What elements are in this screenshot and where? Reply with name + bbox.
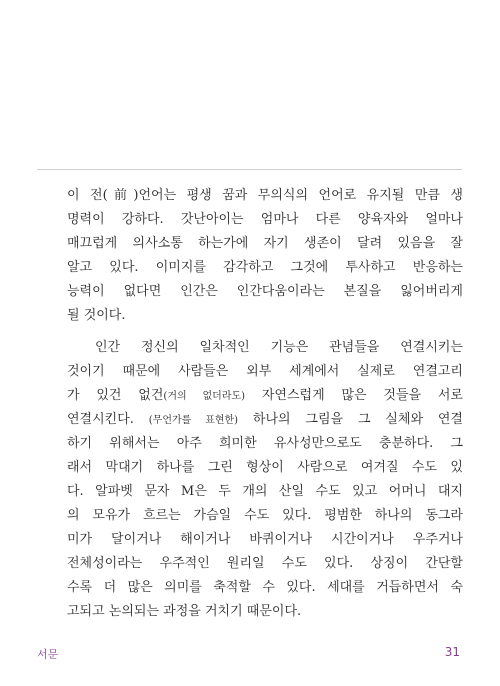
text-line: 고되고 논의되는 과정을 거치기 때문이다.	[67, 604, 302, 619]
text-line: 이 전(前)언어는 평생 꿈과 무의식의 언어로 유지될 만큼 생	[67, 188, 463, 203]
page-number: 31	[444, 645, 460, 659]
text-line: 매끄럽게 의사소통 하는가에 자기 생존이 달려 있음을 잘	[67, 236, 463, 251]
text-line: 미가 달이거나 해이거나 바퀴이거나 시간이거나 우주거나	[67, 532, 463, 547]
text-line: 능력이 없다면 인간은 인간다움이라는 본질을 잃어버리게	[67, 284, 463, 299]
header-rule	[37, 169, 462, 170]
aside-note: (거의 없더라도)	[163, 391, 246, 402]
text-line	[67, 384, 463, 408]
paragraph-2	[67, 336, 463, 624]
paragraph-1	[67, 184, 463, 328]
text-line: 래서 막대기 하나를 그린 형상이 사람으로 여겨질 수도 있	[67, 460, 463, 475]
aside-note: (무언가를 표현한)	[148, 415, 239, 426]
text-line: 하기 위해서는 아주 희미한 유사성만으로도 충분하다. 그	[67, 436, 463, 451]
footer-section-label: 서문	[37, 648, 59, 661]
text-line: 의 모유가 흐르는 가슴일 수도 있다. 평범한 하나의 동그라	[67, 508, 463, 523]
text-span: 자연스럽게 많은 것들을 서로	[245, 388, 463, 403]
text-line	[67, 408, 463, 432]
text-line: 것이기 때문에 사람들은 외부 세계에서 실제로 연결고리	[67, 364, 463, 379]
text-span: 하나의 그림을 그 실체와 연결	[238, 412, 463, 427]
text-line: 전체성이라는 우주적인 원리일 수도 있다. 상징이 간단할	[67, 556, 463, 571]
text-line: 될 것이다.	[67, 308, 126, 323]
text-line: 알고 있다. 이미지를 감각하고 그것에 투사하고 반응하는	[67, 260, 463, 275]
text-span: 연결시킨다.	[67, 412, 149, 427]
body-text	[67, 184, 463, 624]
text-line: 다. 알파벳 문자 M은 두 개의 산일 수도 있고 어머니 대지	[67, 484, 463, 499]
text-line: 수록 더 많은 의미를 축적할 수 있다. 세대를 거듭하면서 숙	[67, 580, 463, 595]
text-line: 인간 정신의 일차적인 기능은 관념들을 연결시키는	[95, 340, 463, 355]
text-line: 명력이 강하다. 갓난아이는 엄마나 다른 양육자와 얼마나	[67, 212, 463, 227]
text-span: 가 있건 없건	[67, 388, 164, 403]
